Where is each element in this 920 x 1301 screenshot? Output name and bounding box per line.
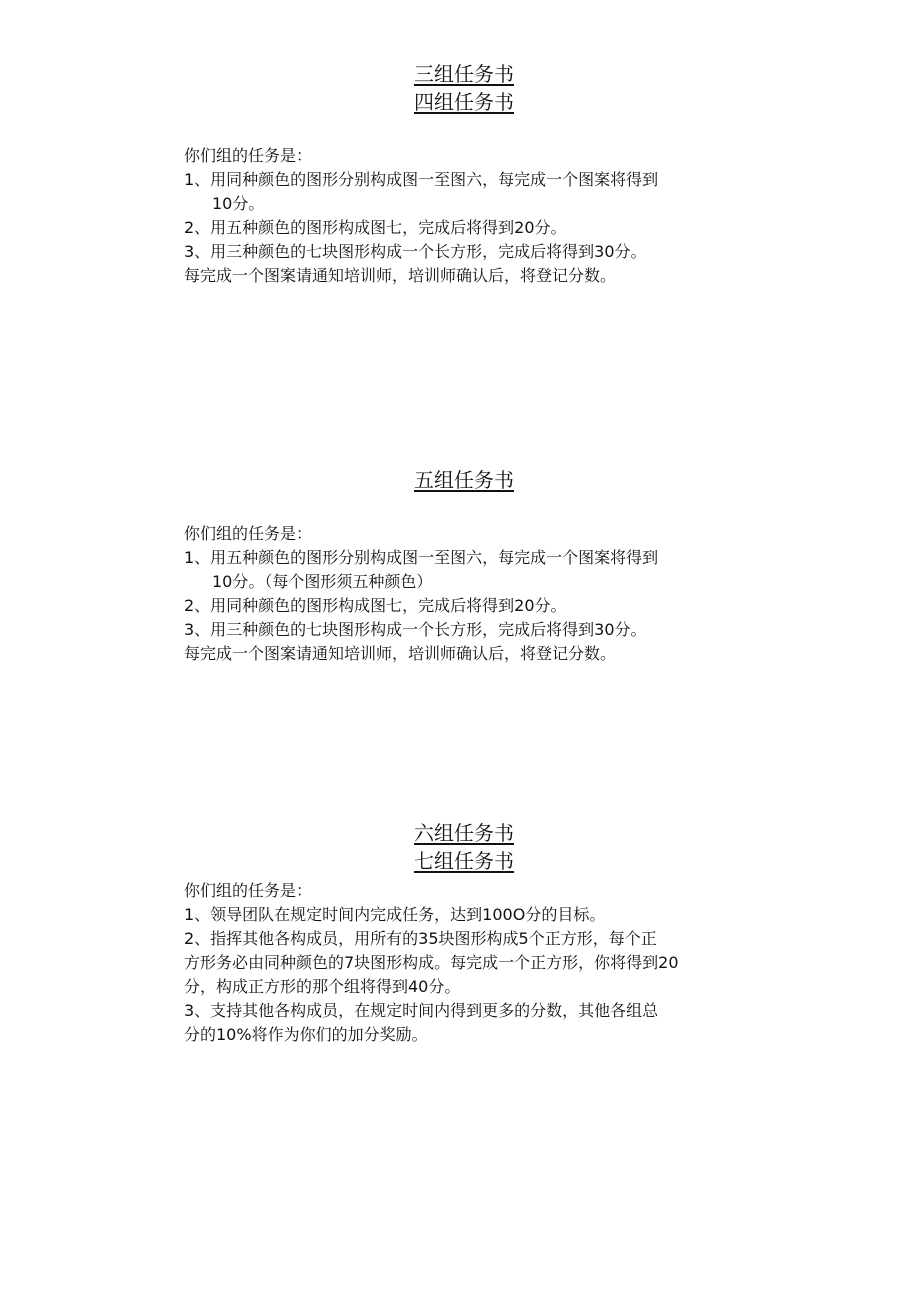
section-titles: [184, 466, 744, 494]
scoring-note: 每完成一个图案请通知培训师，培训师确认后，将登记分数。: [184, 644, 617, 663]
task-item-2: 2、用五种颜色的图形构成图七，完成后将得到20分。: [184, 218, 567, 237]
section-title: 七组任务书: [414, 849, 514, 873]
task-item-text: 1、用同种颜色的图形分别构成图一至图六，每完成一个图案将得到: [184, 170, 659, 189]
task-item-1: [184, 546, 744, 594]
intro-text: 你们组的任务是：: [184, 524, 313, 543]
task-section-groups-6-7: [184, 819, 744, 1047]
task-item-1: [184, 168, 744, 216]
task-item-continuation: 10分。: [212, 194, 265, 213]
section-title: 六组任务书: [414, 821, 514, 845]
task-item-line: 3、支持其他各构成员，在规定时间内得到更多的分数，其他各组总: [184, 1001, 659, 1020]
task-item-line: 2、指挥其他各构成员，用所有的35块图形构成5个正方形，每个正: [184, 929, 657, 948]
task-item-3: 3、用三种颜色的七块图形构成一个长方形，完成后将得到30分。: [184, 620, 647, 639]
task-item-line: 分的10%将作为你们的加分奖励。: [184, 1025, 428, 1044]
task-section-groups-3-4: [184, 60, 744, 288]
section-titles: [184, 60, 744, 116]
task-item-text: 1、用五种颜色的图形分别构成图一至图六，每完成一个图案将得到: [184, 548, 659, 567]
section-title: 三组任务书: [414, 62, 514, 86]
section-body: [184, 144, 744, 288]
task-item-2: [184, 927, 744, 999]
task-item-1: 1、领导团队在规定时间内完成任务，达到100O分的目标。: [184, 905, 606, 924]
task-section-group-5: [184, 466, 744, 666]
task-item-line: 分，构成正方形的那个组将得到40分。: [184, 977, 461, 996]
task-item-continuation: 10分。（每个图形须五种颜色）: [212, 572, 433, 591]
task-item-3: 3、用三种颜色的七块图形构成一个长方形，完成后将得到30分。: [184, 242, 647, 261]
section-body: [184, 522, 744, 666]
task-item-3: [184, 999, 744, 1047]
task-item-2: 2、用同种颜色的图形构成图七，完成后将得到20分。: [184, 596, 567, 615]
intro-text: 你们组的任务是：: [184, 146, 313, 165]
task-item-line: 方形务必由同种颜色的7块图形构成。每完成一个正方形，你将得到20: [184, 953, 679, 972]
section-titles: [184, 819, 744, 875]
intro-text: 你们组的任务是：: [184, 881, 313, 900]
section-title: 五组任务书: [414, 468, 514, 492]
scoring-note: 每完成一个图案请通知培训师，培训师确认后，将登记分数。: [184, 266, 617, 285]
section-body: [184, 879, 744, 1047]
section-title: 四组任务书: [414, 90, 514, 114]
